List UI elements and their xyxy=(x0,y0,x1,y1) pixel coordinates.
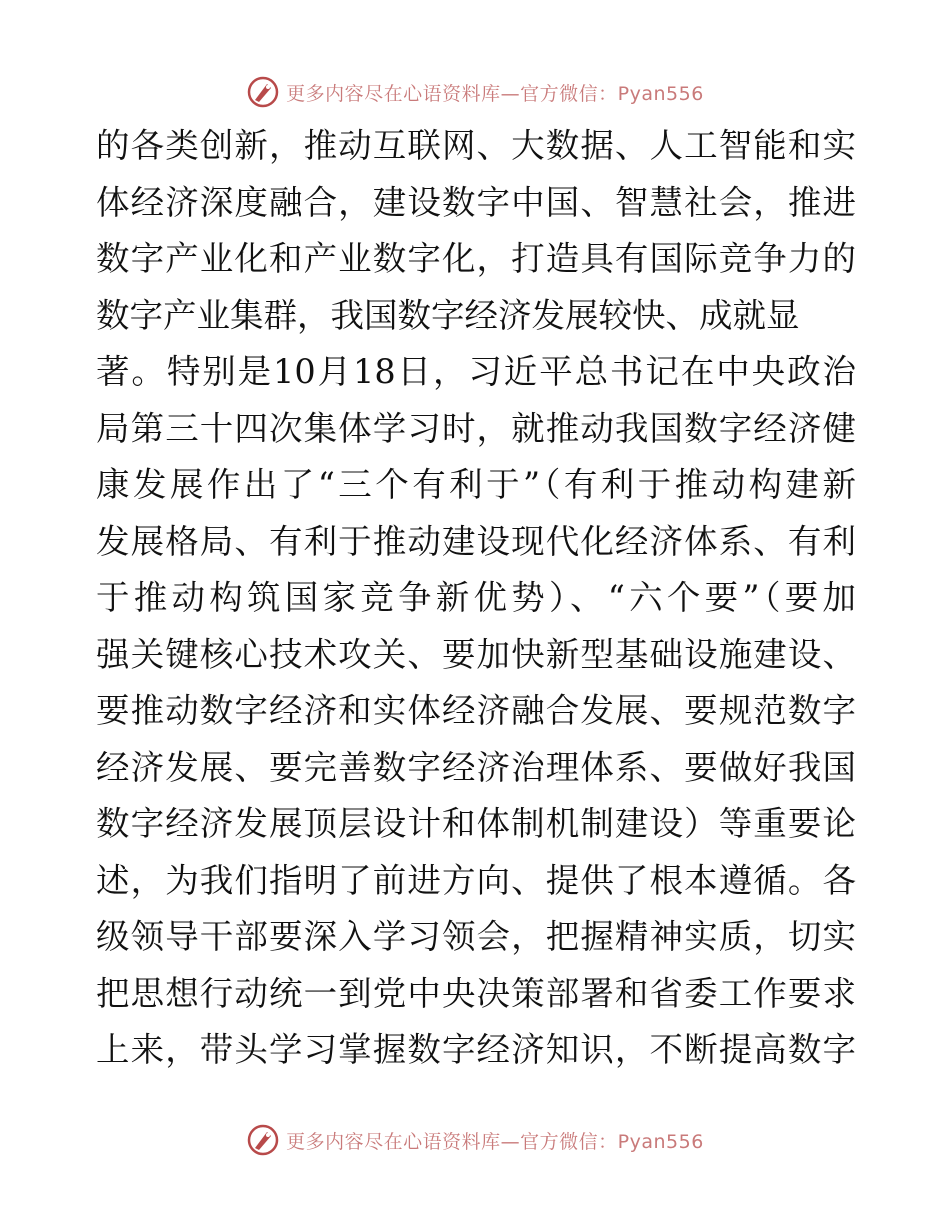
pen-nib-logo-icon xyxy=(246,75,280,109)
text-line: 级领导干部要深入学习领会，把握精神实质，切实 xyxy=(96,917,856,956)
text-line: 上来，带头学习掌握数字经济知识，不断提高数字 xyxy=(96,1030,856,1069)
text-line: 局第三十四次集体学习时，就推动我国数字经济健 xyxy=(96,408,856,448)
text-line: 强关键核心技术攻关、要加快新型基础设施建设、 xyxy=(96,634,856,674)
pen-nib-logo-icon xyxy=(246,1123,280,1157)
text-line: 要推动数字经济和实体经济融合发展、要规范数字 xyxy=(96,691,856,730)
text-line: 康发展作出了“三个有利于”（有利于推动构建新 xyxy=(96,465,856,504)
text-line: 著。特别是10月18日，习近平总书记在中央政治 xyxy=(96,352,856,391)
text-line: 数字经济发展顶层设计和体制机制建设）等重要论 xyxy=(96,804,856,843)
text-line: 体经济深度融合，建设数字中国、智慧社会，推进 xyxy=(96,182,856,222)
text-line: 经济发展、要完善数字经济治理体系、要做好我国 xyxy=(96,747,856,787)
text-line: 数字产业化和产业数字化，打造具有国际竞争力的 xyxy=(96,239,856,278)
footer-watermark xyxy=(0,1120,950,1160)
watermark-text: 更多内容尽在心语资料库—官方微信：Pyan556 xyxy=(286,1130,704,1153)
text-line: 把思想行动统一到党中央决策部署和省委工作要求 xyxy=(96,973,856,1013)
watermark-text: 更多内容尽在心语资料库—官方微信：Pyan556 xyxy=(286,82,704,105)
text-line: 的各类创新，推动互联网、大数据、人工智能和实 xyxy=(96,126,856,165)
text-line: 于推动构筑国家竞争新优势）、“六个要”（要加 xyxy=(96,578,856,617)
text-line: 发展格局、有利于推动建设现代化经济体系、有利 xyxy=(96,521,856,561)
text-line: 述，为我们指明了前进方向、提供了根本遵循。各 xyxy=(96,860,856,900)
header-watermark xyxy=(0,72,950,112)
text-line: 数字产业集群，我国数字经济发展较快、成就显 xyxy=(96,295,800,335)
document-body xyxy=(96,118,856,1079)
